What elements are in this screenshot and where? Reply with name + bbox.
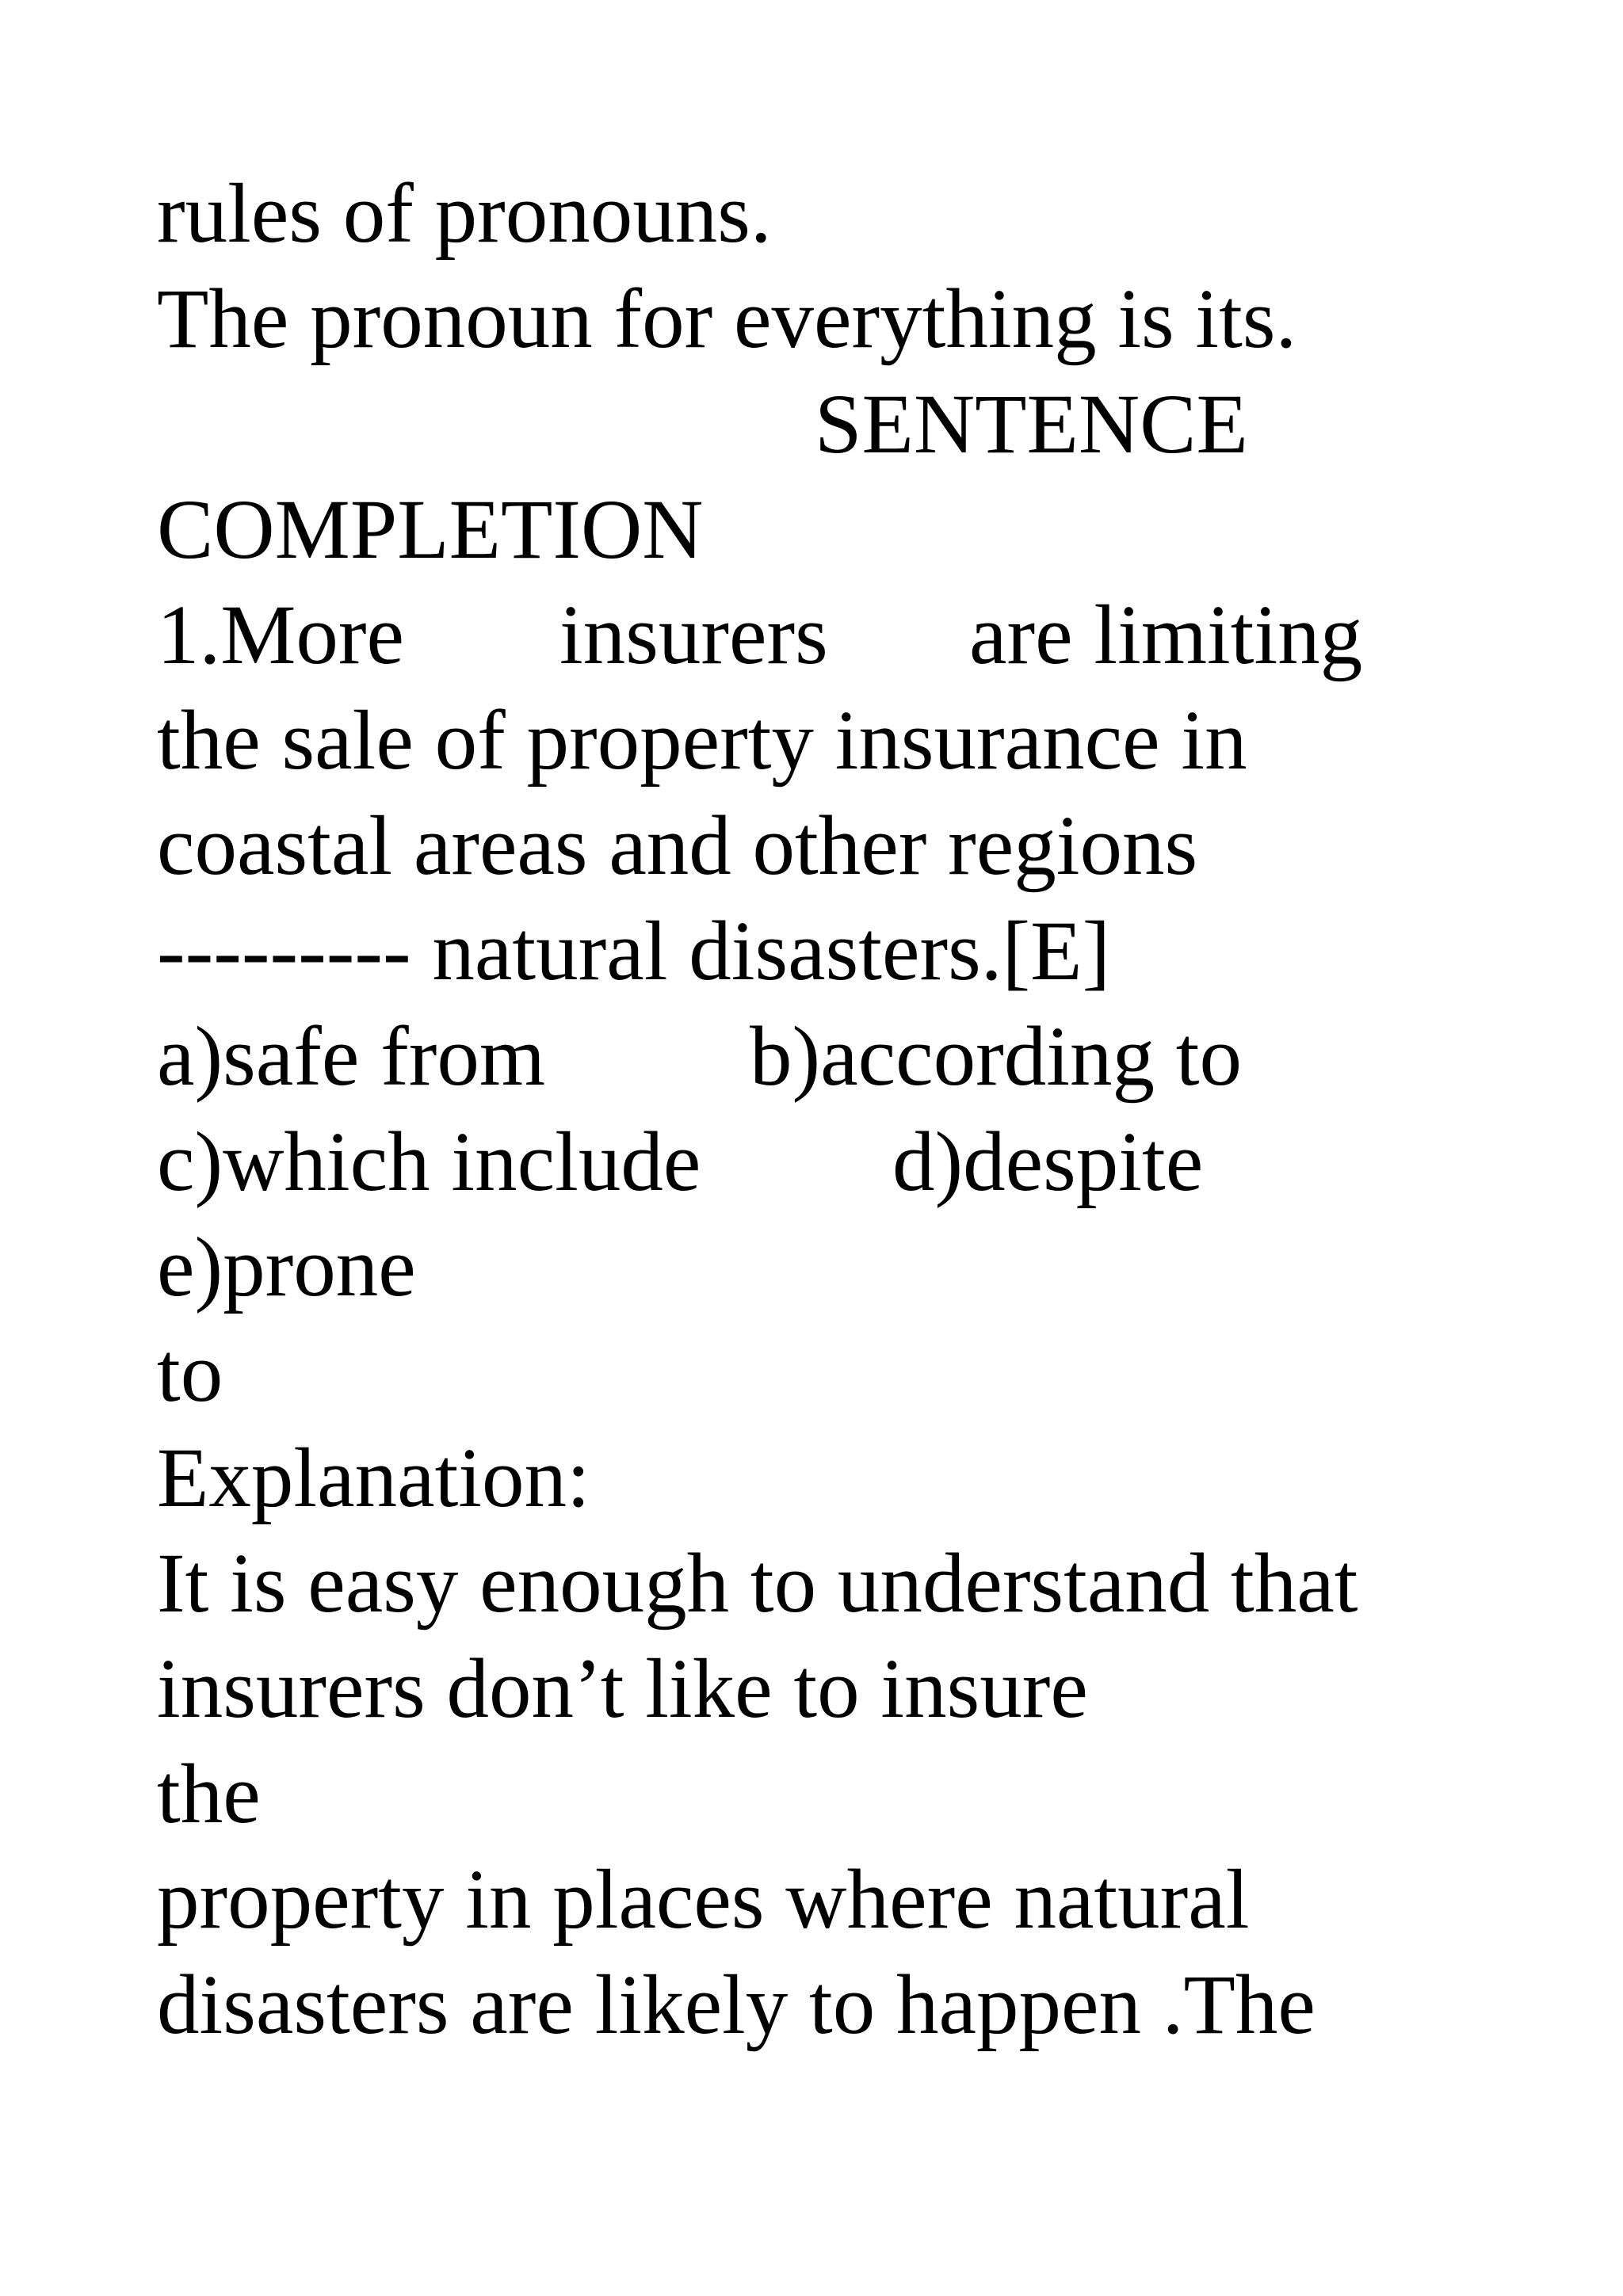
option-a: a)safe from (157, 1010, 546, 1104)
section-heading-sentence: SENTENCE (815, 378, 1248, 471)
explanation-label: Explanation: (157, 1432, 590, 1525)
options-row-cd (157, 1110, 1504, 1215)
question-1-line-2: the sale of property insurance in (157, 694, 1247, 788)
explanation-line: property in places where natural (157, 1853, 1250, 1947)
explanation-line: disasters are likely to happen .The (157, 1958, 1316, 2052)
section-heading-completion: COMPLETION (157, 483, 704, 577)
question-1-line-1 (157, 583, 1504, 688)
explanation-line: insurers don’t like to insure (157, 1642, 1088, 1736)
options-row-ab (157, 1005, 1504, 1110)
option-e-continued: to (157, 1326, 223, 1420)
question-1-line-4: --------- natural disasters.[E] (157, 905, 1111, 998)
option-b: b)according to (750, 1010, 1242, 1104)
text-line: rules of pronouns. (157, 167, 772, 261)
explanation-line: the (157, 1748, 261, 1841)
option-d: d)despite (892, 1116, 1204, 1209)
option-c: c)which include (157, 1116, 701, 1209)
explanation-line: It is easy enough to understand that (157, 1537, 1358, 1630)
document-body (157, 162, 1504, 2058)
question-word: insurers (559, 589, 828, 682)
question-number: 1.More (157, 589, 405, 682)
option-e: e)prone (157, 1221, 416, 1314)
question-word: are limiting (969, 589, 1363, 682)
question-1-line-3: coastal areas and other regions (157, 799, 1198, 893)
text-line: The pronoun for everything is its. (157, 273, 1297, 366)
